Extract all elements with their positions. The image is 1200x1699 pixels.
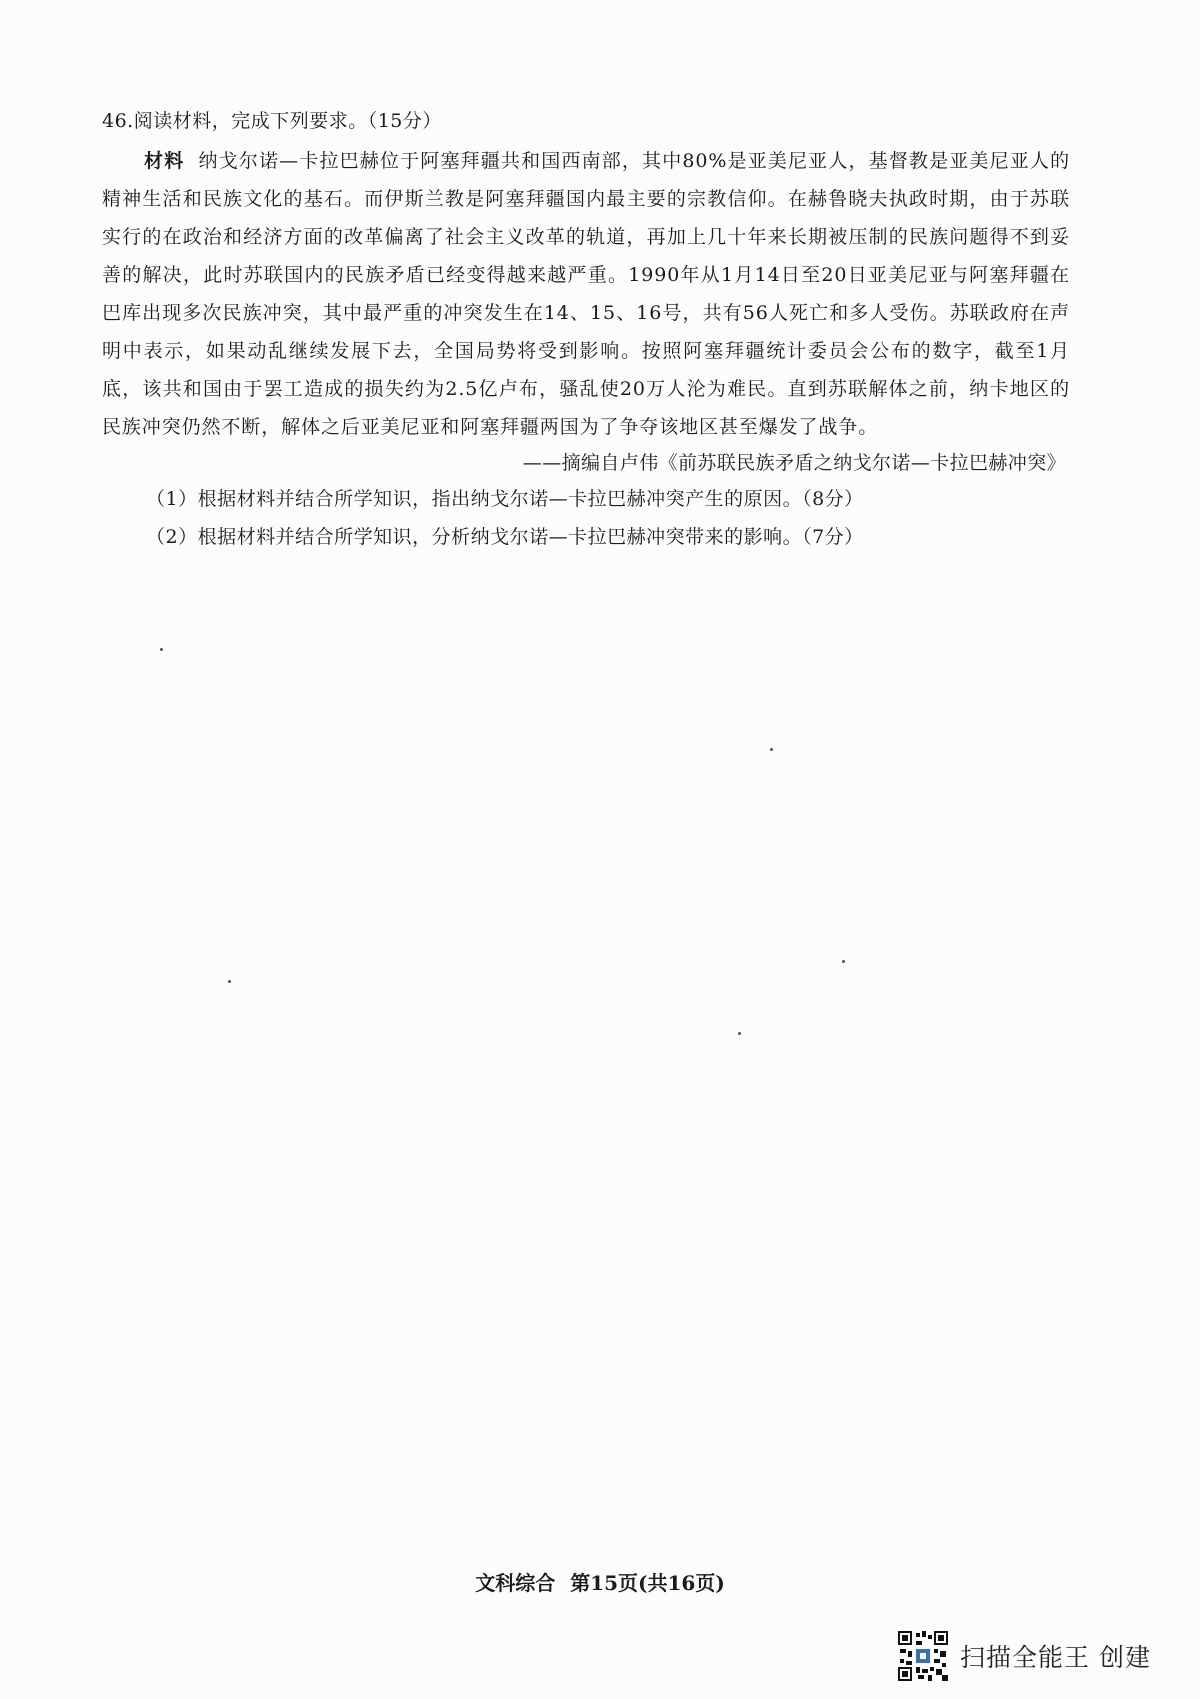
scan-speck: [738, 1032, 741, 1035]
material-source: ——摘编自卢伟《前苏联民族矛盾之纳戈尔诺—卡拉巴赫冲突》: [522, 452, 1066, 474]
page-footer: [0, 1567, 1200, 1596]
scan-speck: [160, 648, 163, 651]
sub-question-2: （2）根据材料并结合所学知识，分析纳戈尔诺—卡拉巴赫冲突带来的影响。（7分）: [146, 526, 864, 548]
footer-subject: 文科综合: [475, 1571, 556, 1595]
scan-speck: [842, 960, 845, 963]
question-title: 46.阅读材料，完成下列要求。（15分）: [102, 110, 442, 132]
watermark-text: 扫描全能王 创建: [960, 1643, 1151, 1672]
scanner-watermark: [898, 1627, 1151, 1685]
material-text: 纳戈尔诺—卡拉巴赫位于阿塞拜疆共和国西南部，其中80%是亚美尼亚人，基督教是亚美尼亚人的精神生活和民族文化的基石。而伊斯兰教是阿塞拜疆国内最主要的宗教信仰。在赫鲁晓夫执政时期，由于苏联实行的在政治和经济方面的改革偏离了社会主义改革的轨道，再加上几十年来长期被压制的民族问题得不到妥善的解决，此时苏联国内的民族矛盾已经变得越来越严重。1990年从1月14日至20日亚美尼亚与阿塞拜疆在巴库出现多次民族冲突，其中最严重的冲突发生在14、15、16号，共有56人死亡和多人受伤。苏联政府在声明中表示，如果动乱继续发展下去，全国局势将受到影响。按照阿塞拜疆统计委员会公布的数字，截至1月底，该共和国由于罢工造成的损失约为2.5亿卢布，骚乱使20万人沦为难民。直到苏联解体之前，纳卡地区的民族冲突仍然不断，解体之后亚美尼亚和阿塞拜疆两国为了争夺该地区甚至爆发了战争。: [102, 150, 1071, 438]
sub-question-1: （1）根据材料并结合所学知识，指出纳戈尔诺—卡拉巴赫冲突产生的原因。（8分）: [146, 488, 864, 510]
question-46: [102, 108, 1070, 556]
material-paragraph: [102, 142, 1070, 446]
qr-code-icon: [898, 1631, 948, 1681]
footer-page-info: 第15页(共16页): [570, 1571, 725, 1595]
material-label: 材料: [144, 150, 185, 172]
scan-speck: [770, 748, 773, 751]
scan-speck: [228, 980, 231, 983]
